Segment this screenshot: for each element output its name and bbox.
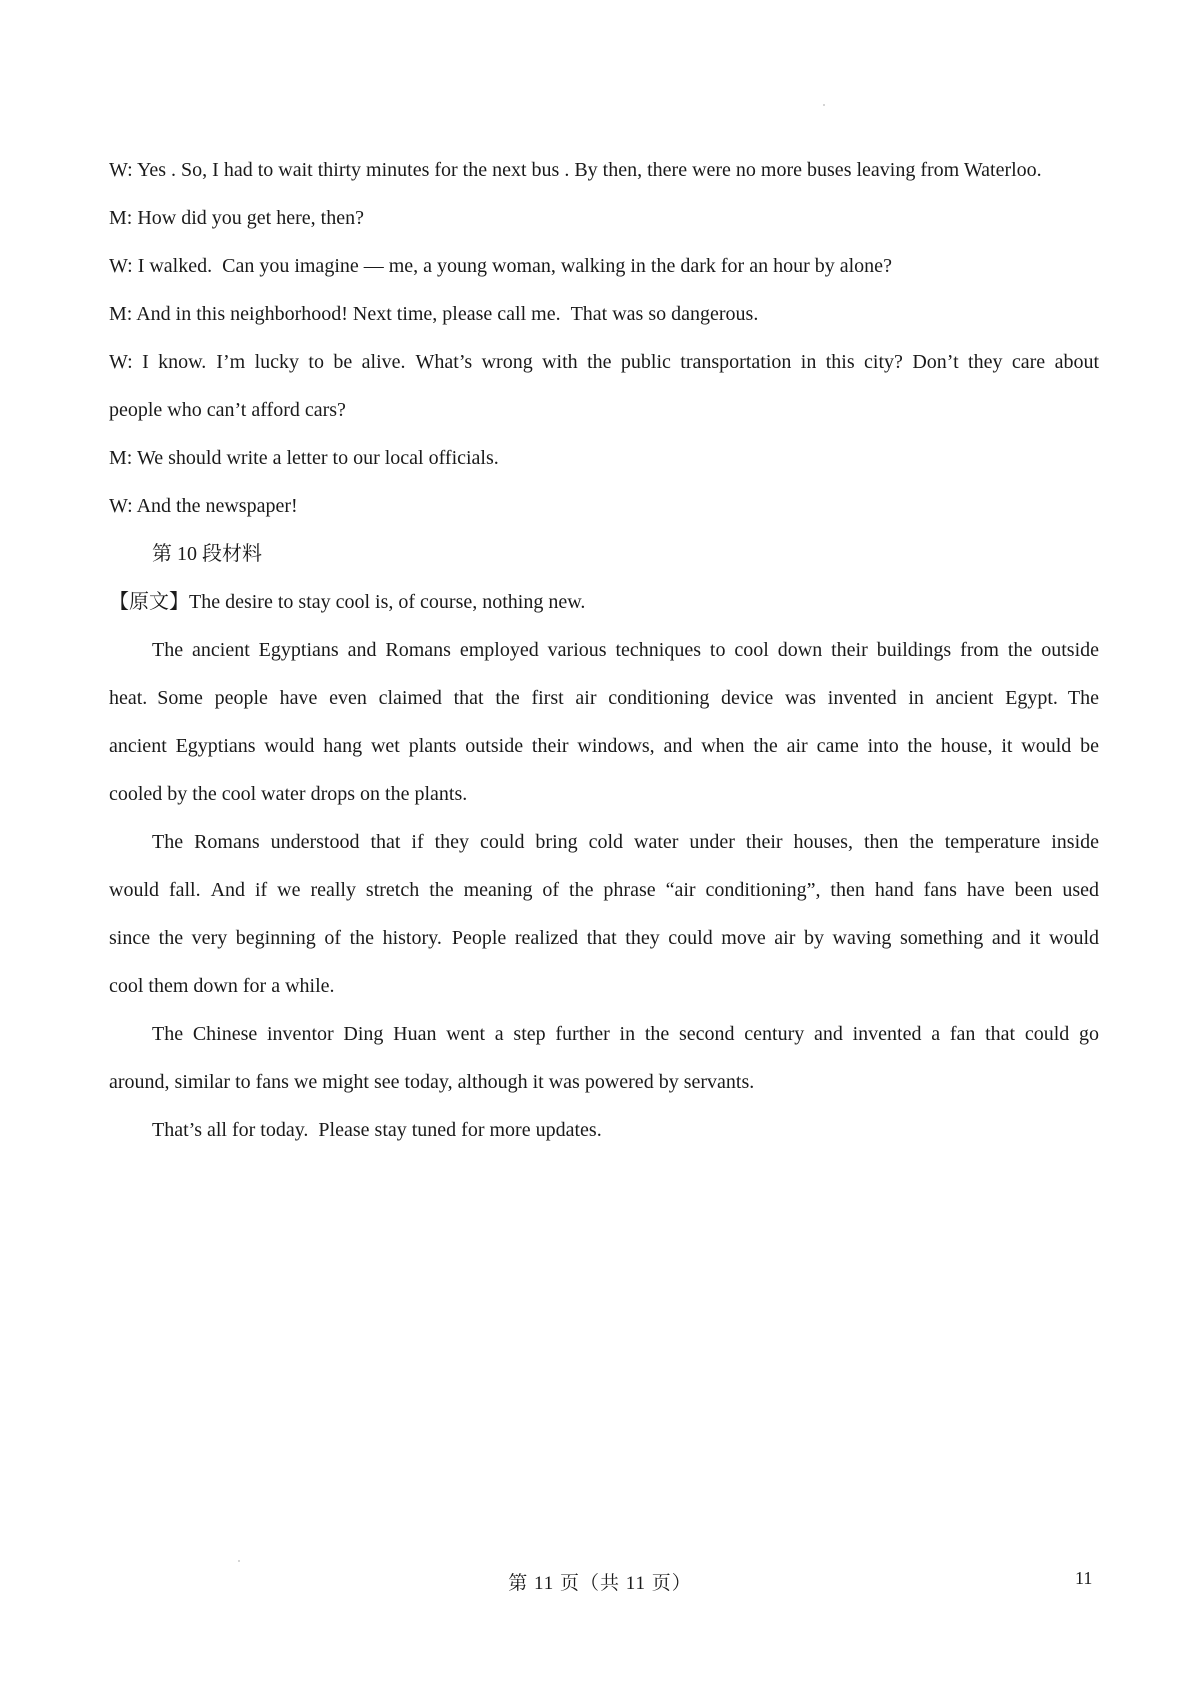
dialogue-line: M: And in this neighborhood! Next time, please call me. That was so dangerous. <box>109 303 759 325</box>
paragraph-line: The ancient Egyptians and Romans employed various techniques to cool down their buildings from the outside <box>152 639 1099 661</box>
paragraph-line: around, similar to fans we might see today, although it was powered by servants. <box>109 1071 755 1093</box>
paragraph-line: ancient Egyptians would hang wet plants outside their windows, and when the air came into the house, it would be <box>109 735 1099 757</box>
dialogue-line: W: Yes . So, I had to wait thirty minutes for the next bus . By then, there were no more buses leaving from Waterloo. <box>109 159 1042 181</box>
paragraph-line: would fall. And if we really stretch the meaning of the phrase “air conditioning”, then hand fans have been used <box>109 879 1099 901</box>
original-first-sentence: The desire to stay cool is, of course, nothing new. <box>189 591 586 613</box>
paragraph-line: cooled by the cool water drops on the plants. <box>109 783 468 805</box>
dialogue-line: M: How did you get here, then? <box>109 207 364 229</box>
section-title: 第 10 段材料 <box>152 543 262 565</box>
page-footer-label: 第 11 页（共 11 页） <box>508 1573 692 1594</box>
dialogue-line: W: And the newspaper! <box>109 495 298 517</box>
closing-line: That’s all for today. Please stay tuned for more updates. <box>152 1119 602 1141</box>
dialogue-line: people who can’t afford cars? <box>109 399 346 421</box>
scan-speck <box>823 104 825 106</box>
dialogue-line: W: I walked. Can you imagine — me, a young woman, walking in the dark for an hour by alone? <box>109 255 892 277</box>
page-content <box>109 146 1099 1154</box>
paragraph-line: The Romans understood that if they could bring cold water under their houses, then the temperature inside <box>152 831 1099 853</box>
dialogue-line: M: We should write a letter to our local officials. <box>109 447 499 469</box>
original-text-intro <box>109 578 1099 626</box>
original-label: 【原文】 <box>109 591 189 613</box>
paragraph-line: The Chinese inventor Ding Huan went a step further in the second century and invented a fan that could go <box>152 1023 1099 1045</box>
page-number: 11 <box>1075 1568 1093 1588</box>
dialogue-line: W: I know. I’m lucky to be alive. What’s wrong with the public transportation in this city? Don’t they care about <box>109 351 1099 373</box>
scan-speck <box>238 1560 240 1562</box>
paragraph-line: since the very beginning of the history. People realized that they could move air by waving something and it would <box>109 927 1099 949</box>
paragraph-line: heat. Some people have even claimed that the first air conditioning device was invented in ancient Egypt. The <box>109 687 1099 709</box>
paragraph-line: cool them down for a while. <box>109 975 335 997</box>
